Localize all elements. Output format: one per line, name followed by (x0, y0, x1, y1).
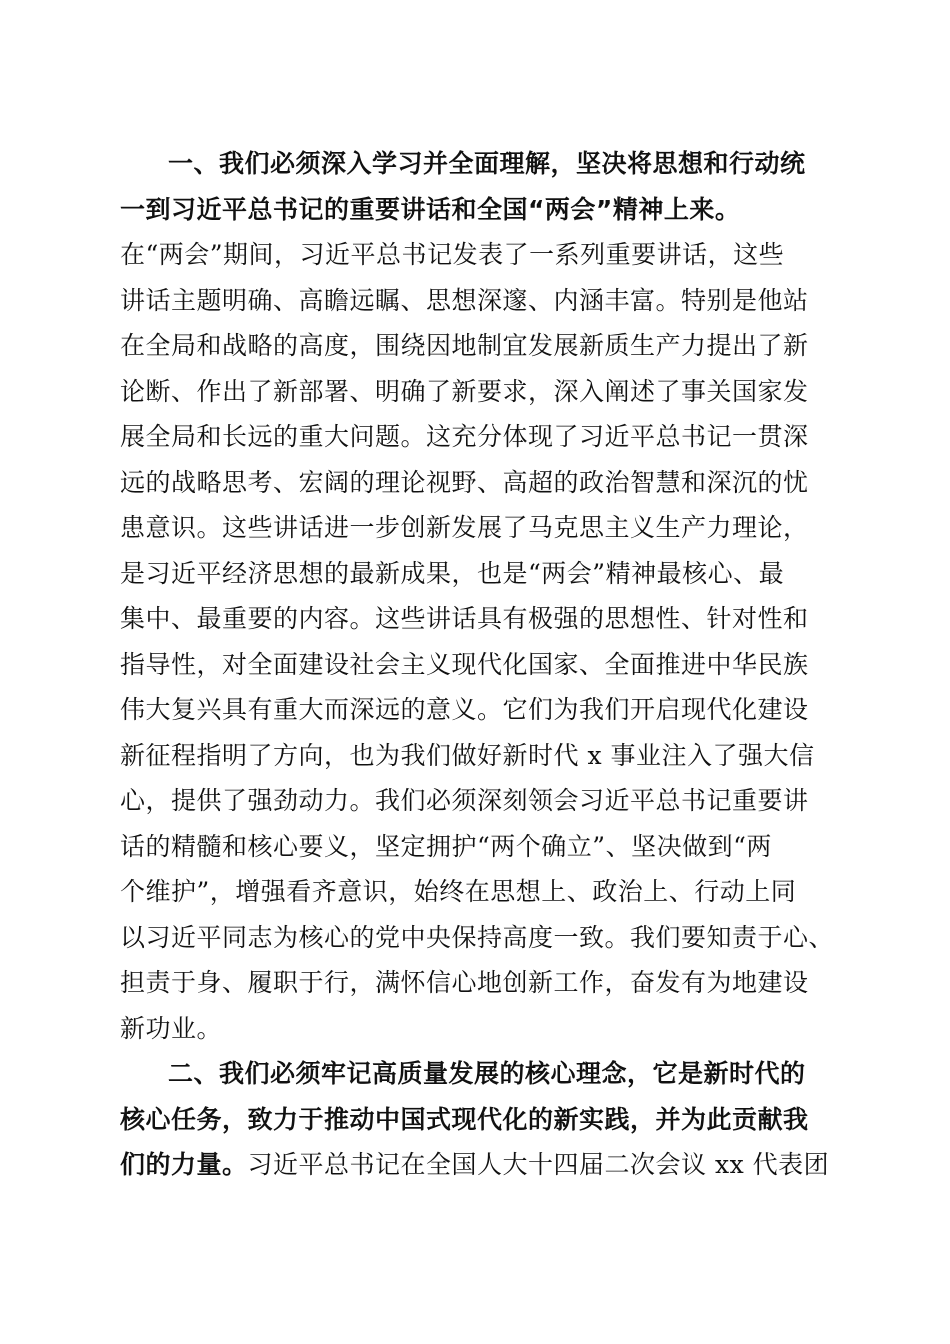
section1-body-line: 讲话主题明确、高瞻远瞩、思想深邃、内涵丰富。特别是他站 (120, 285, 809, 315)
section1-body-line: 伟大复兴具有重大而深远的意义。它们为我们开启现代化建设 (120, 695, 809, 724)
section2-heading-line2: 核心任务，致力于推动中国式现代化的新实践，并为此贡献我 (120, 1104, 809, 1134)
section2-line3 (120, 1142, 840, 1188)
section1-body-line: 话的精髓和核心要义，坚定拥护“两个确立”、坚决做到“两 (120, 831, 772, 861)
section1-body-line: 是习近平经济思想的最新成果，也是“两会”精神最核心、最 (120, 558, 785, 588)
section1-body-line: 指导性，对全面建设社会主义现代化国家、全面推进中华民族 (120, 649, 809, 679)
section1-body-line: 个维护”，增强看齐意识，始终在思想上、政治上、行动上同 (120, 877, 797, 906)
section1-body-line: 患意识。这些讲话进一步创新发展了马克思主义生产力理论， (120, 513, 809, 542)
section2-body-start: 习近平总书记在全国人大十四届二次会议 xx 代表团 (247, 1150, 830, 1179)
section1-body-line: 论断、作出了新部署、明确了新要求，深入阐述了事关国家发 (120, 376, 809, 406)
section1-body-line: 展全局和长远的重大问题。这充分体现了习近平总书记一贯深 (120, 422, 809, 451)
section2-heading-end: 们的力量。 (120, 1150, 248, 1179)
section1-body-line: 新征程指明了方向，也为我们做好新时代 x 事业注入了强大信 (120, 740, 815, 770)
section1-body-line: 在全局和战略的高度，围绕因地制宜发展新质生产力提出了新 (120, 331, 809, 360)
section1-body-line: 集中、最重要的内容。这些讲话具有极强的思想性、针对性和 (120, 604, 809, 633)
section1-body-line: 在“两会”期间，习近平总书记发表了一系列重要讲话，这些 (120, 240, 785, 269)
section1-body-line: 心，提供了强劲动力。我们必须深刻领会习近平总书记重要讲 (120, 786, 809, 815)
section1-heading-line1: 一、我们必须深入学习并全面理解，坚决将思想和行动统 (168, 149, 806, 178)
section1-body-line: 新功业。 (120, 1013, 223, 1043)
section1-body-line: 以习近平同志为核心的党中央保持高度一致。我们要知责于心、 (120, 922, 835, 952)
section2-heading-line1: 二、我们必须牢记高质量发展的核心理念，它是新时代的 (168, 1059, 806, 1088)
section1-body-line: 远的战略思考、宏阔的理论视野、高超的政治智慧和深沉的忧 (120, 467, 809, 497)
section1-heading-line2: 一到习近平总书记的重要讲话和全国“两会”精神上来。 (120, 194, 741, 224)
document-text (120, 141, 840, 1188)
section1-body-line: 担责于身、履职于行，满怀信心地创新工作，奋发有为地建设 (120, 968, 809, 997)
